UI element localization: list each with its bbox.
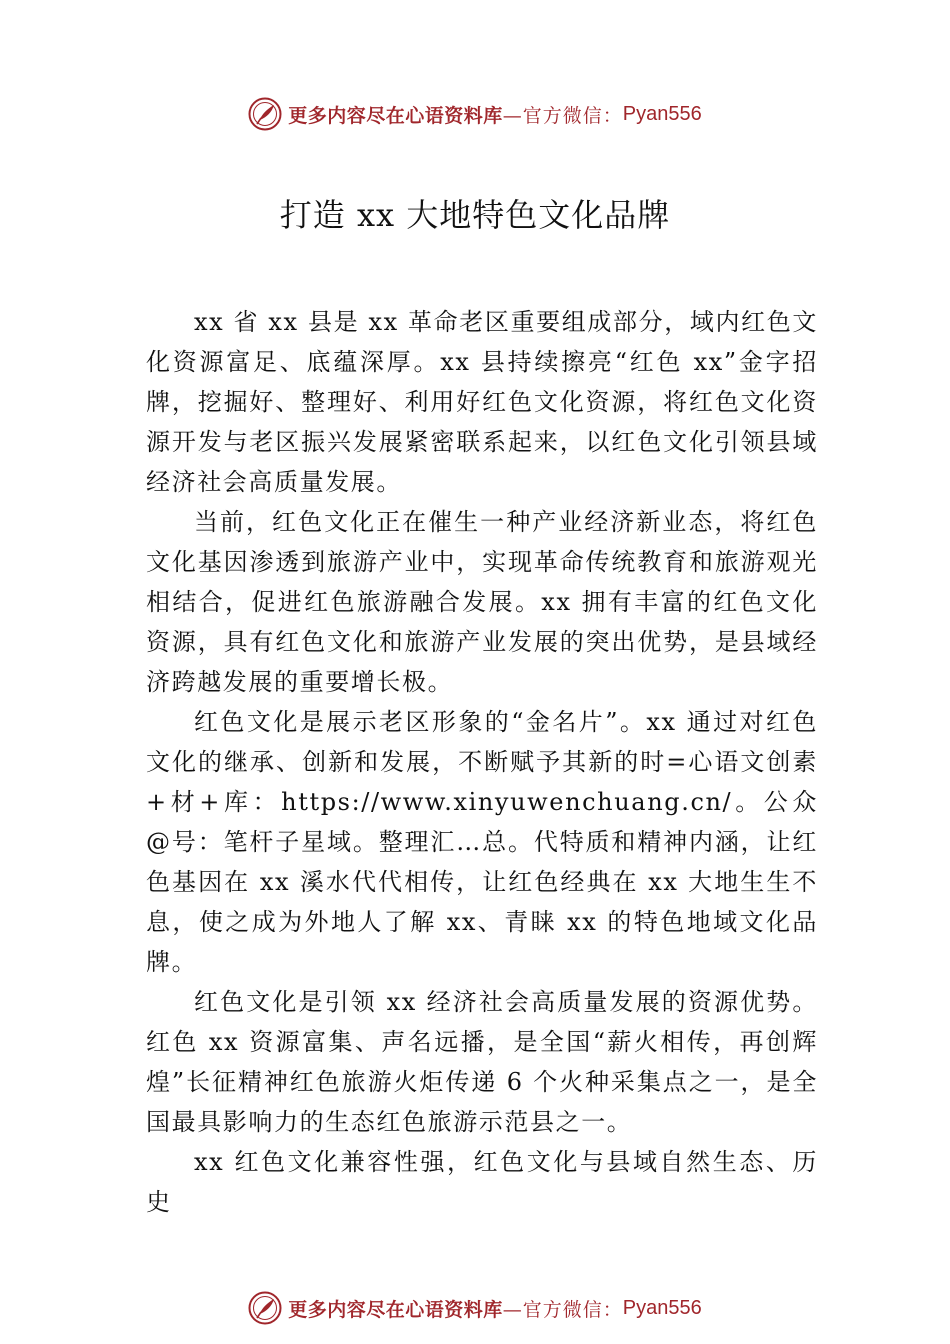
footer-banner (0, 1286, 950, 1330)
banner-main-text: 更多内容尽在心语资料库 (288, 1298, 503, 1321)
paragraph-3: 红色文化是展示老区形象的“金名片”。xx 通过对红色文化的继承、创新和发展，不断赋予其新的时=心语文创素+材+库：https://www.xinyuwenchuang.cn/。公众@号：笔杆子星域。整理汇…总。代特质和精神内涵，让红色基因在 xx 溪水代代相传，让红色经典在 xx 大地生生不息，使之成为外地人了解 xx、青睐 xx 的特色地域文化品牌。 (146, 708, 818, 976)
banner-main-text: 更多内容尽在心语资料库 (288, 104, 503, 127)
paragraph-1: xx 省 xx 县是 xx 革命老区重要组成部分，域内红色文化资源富足、底蕴深厚。xx 县持续擦亮“红色 xx”金字招牌，挖掘好、整理好、利用好红色文化资源，将红色文化资源开发与老区振兴发展紧密联系起来，以红色文化引领县域经济社会高质量发展。 (146, 308, 818, 496)
banner-sub-text: —官方微信： (502, 1298, 623, 1321)
quill-logo-icon (248, 97, 282, 131)
page-title: 打造 xx 大地特色文化品牌 (279, 196, 671, 234)
banner-wechat-id: Pyan556 (622, 102, 702, 125)
quill-logo-icon (248, 1291, 282, 1325)
header-banner (0, 92, 950, 136)
paragraph-5: xx 红色文化兼容性强，红色文化与县域自然生态、历史 (146, 1148, 818, 1216)
banner-wechat-id: Pyan556 (622, 1296, 702, 1319)
paragraph-4: 红色文化是引领 xx 经济社会高质量发展的资源优势。红色 xx 资源富集、声名远播，是全国“薪火相传，再创辉煌”长征精神红色旅游火炬传递 6 个火种采集点之一，是全国最具影响力的生态红色旅游示范县之一。 (146, 988, 818, 1136)
banner-sub-text: —官方微信： (502, 104, 623, 127)
paragraph-2: 当前，红色文化正在催生一种产业经济新业态，将红色文化基因渗透到旅游产业中，实现革命传统教育和旅游观光相结合，促进红色旅游融合发展。xx 拥有丰富的红色文化资源，具有红色文化和旅游产业发展的突出优势，是县域经济跨越发展的重要增长极。 (146, 508, 818, 696)
document-body (146, 302, 818, 1222)
